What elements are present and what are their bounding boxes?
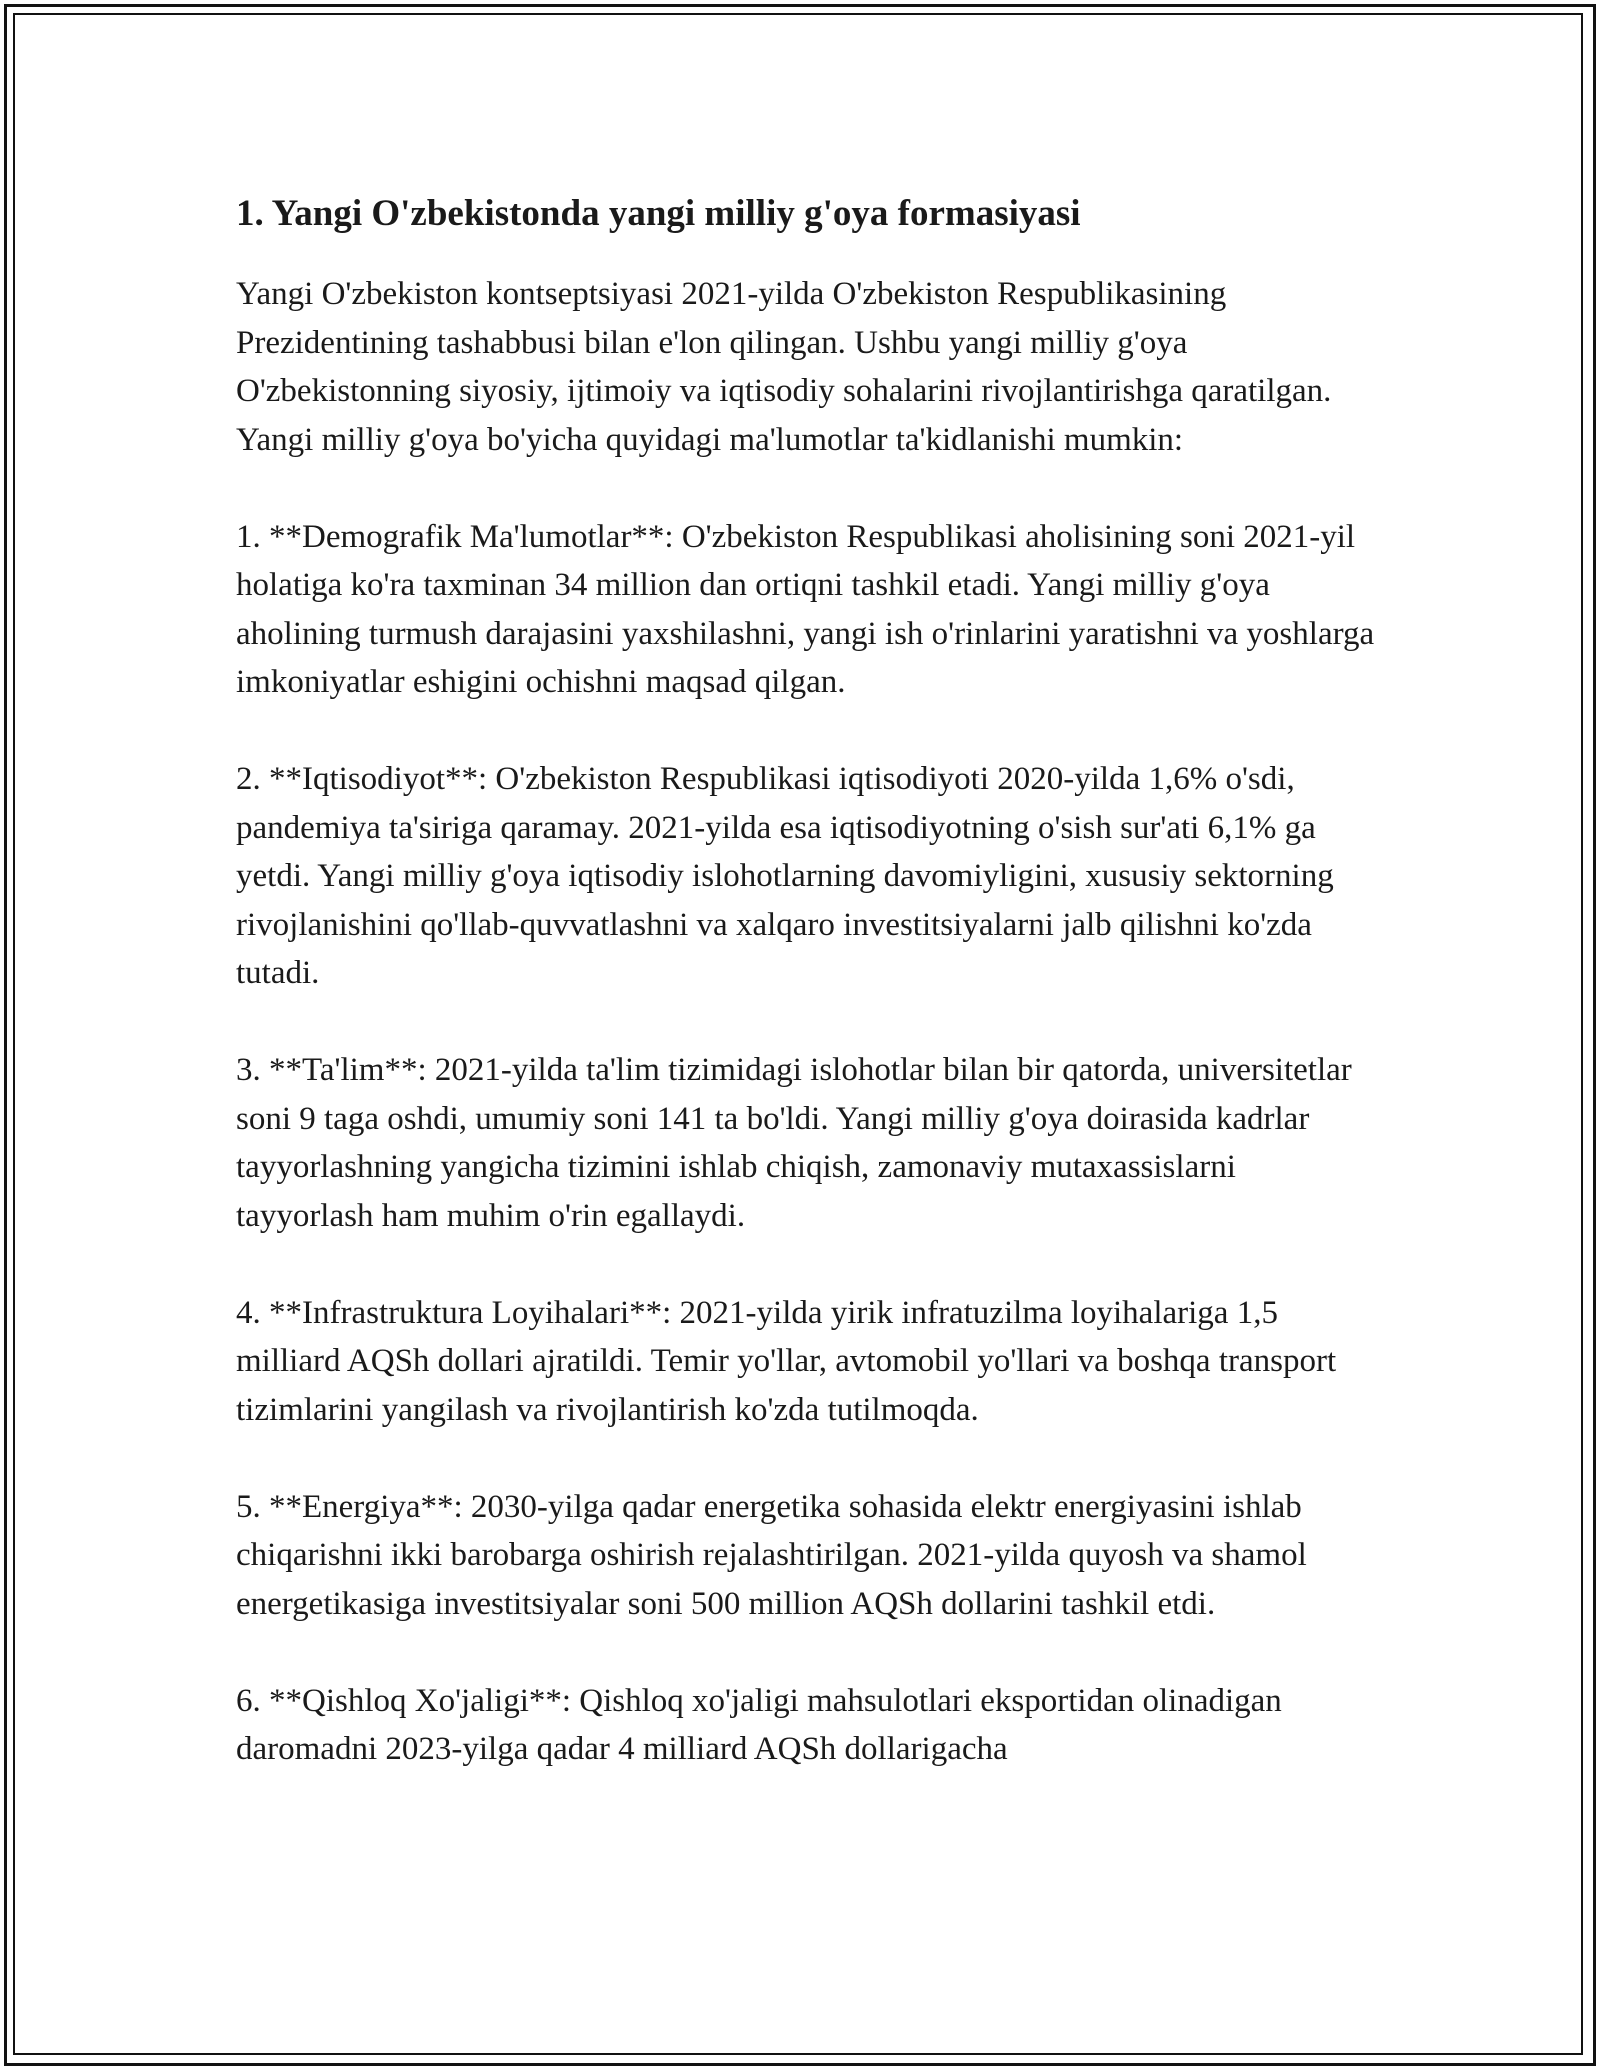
list-item-energiya: 5. **Energiya**: 2030-yilga qadar energetika sohasida elektr energiyasini ishlab chiqarishni ikki barobarga oshirish rejalashtirilgan. 2021-yilda quyosh va shamol energetikasiga investitsiyalar soni 500 million AQSh dollarini tashkil etdi.: [236, 1488, 1307, 1622]
list-item-talim: 3. **Ta'lim**: 2021-yilda ta'lim tizimidagi islohotlar bilan bir qatorda, universitetlar soni 9 taga oshdi, umumiy soni 141 ta bo'ldi. Yangi milliy g'oya doirasida kadrlar tayyorlashning yangicha tizimini ishlab chiqish, zamonaviy mutaxassislarni tayyorlash ham muhim o'rin egallaydi.: [236, 1052, 1352, 1234]
document-body: [236, 184, 1376, 1822]
list-item-demografik: 1. **Demografik Ma'lumotlar**: O'zbekiston Respublikasi aholisining soni 2021-yil holatiga ko'ra taxminan 34 million dan ortiqni tashkil etadi. Yangi milliy g'oya aholining turmush darajasini yaxshilashni, yangi ish o'rinlarini yaratishni va yoshlarga imkoniyatlar eshigini ochishni maqsad qilgan.: [236, 518, 1375, 700]
list-item-iqtisodiyot: 2. **Iqtisodiyot**: O'zbekiston Respublikasi iqtisodiyoti 2020-yilda 1,6% o'sdi, pandemiya ta'siriga qaramay. 2021-yilda esa iqtisodiyotning o'sish sur'ati 6,1% ga yetdi. Yangi milliy g'oya iqtisodiy islohotlarning davomiyligini, xususiy sektorning rivojlanishini qo'llab-quvvatlashni va xalqaro investitsiyalarni jalb qilishni ko'zda tutadi.: [236, 761, 1334, 991]
list-item-qishloq-xojaligi: 6. **Qishloq Xo'jaligi**: Qishloq xo'jaligi mahsulotlari eksportidan olinadigan daromadni 2023-yilga qadar 4 milliard AQSh dollarigacha: [236, 1682, 1282, 1767]
intro-paragraph: Yangi O'zbekiston kontseptsiyasi 2021-yilda O'zbekiston Respublikasining Prezidentining tashabbusi bilan e'lon qilingan. Ushbu yangi milliy g'oya O'zbekistonning siyosiy, ijtimoiy va iqtisodiy sohalarini rivojlantirishga qaratilgan. Yangi milliy g'oya bo'yicha quyidagi ma'lumotlar ta'kidlanishi mumkin:: [236, 276, 1332, 458]
document-title: 1. Yangi O'zbekistonda yangi milliy g'oya formasiyasi: [236, 193, 1081, 234]
list-item-infrastruktura: 4. **Infrastruktura Loyihalari**: 2021-yilda yirik infratuzilma loyihalariga 1,5 milliard AQSh dollari ajratildi. Temir yo'llar, avtomobil yo'llari va boshqa transport tizimlarini yangilash va rivojlantirish ko'zda tutilmoqda.: [236, 1294, 1337, 1428]
